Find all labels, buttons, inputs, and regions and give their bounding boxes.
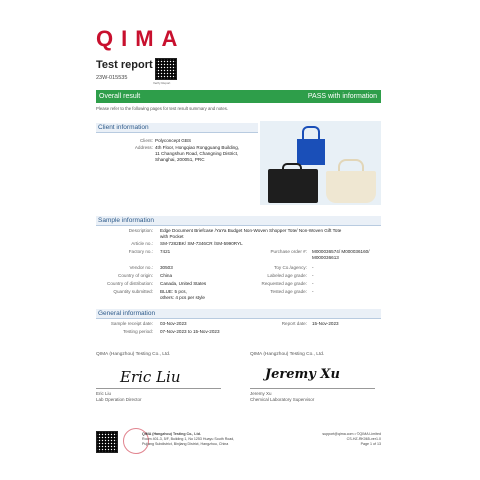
quantity-line: others: 4 pcs per style xyxy=(160,295,205,300)
labeled-age-label: Labeled age grade: xyxy=(267,273,307,278)
right-signer-company: QIMA (Hangzhou) Testing Co., Ltd. xyxy=(250,352,325,357)
qima-logo: QIMA xyxy=(96,26,186,51)
footer-qr-code-icon[interactable] xyxy=(96,431,118,453)
beige-tote-bag xyxy=(326,171,376,203)
testing-period-value: 07-Nov-2023 to 15-Nov-2023 xyxy=(160,329,220,334)
factory-value: 7421 xyxy=(160,249,171,254)
section-general-information: General information xyxy=(96,309,381,319)
overall-note: Please refer to the following pages for test result summary and notes. xyxy=(96,106,229,111)
purchase-order-value xyxy=(312,249,369,261)
black-briefcase xyxy=(268,169,318,203)
report-date-label: Report date: xyxy=(281,321,307,326)
right-signature: Jeremy Xu xyxy=(265,367,340,382)
footer-doc-id: CS-HZ-RK065-ver1.0 xyxy=(346,437,381,441)
description-label: Description: xyxy=(128,228,153,233)
footer-company: QIMA (Hangzhou) Testing Co., Ltd. xyxy=(142,432,201,436)
quantity-line: BLUE: 5 pcs, xyxy=(160,289,187,294)
distribution-value: Canada, United States xyxy=(160,281,207,286)
origin-value: China xyxy=(160,273,173,278)
footer-page-number: Page 1 of 13 xyxy=(360,442,381,446)
quantity-value xyxy=(160,289,205,301)
left-signature: Eric Liu xyxy=(120,368,181,386)
address-value xyxy=(155,145,239,163)
purchase-order-label: Purchase order #: xyxy=(270,249,307,254)
toy-agency-label: Toy Co./agency: xyxy=(274,265,307,270)
description-line: Edge Document Briefcase /YaYa Budget Non-Woven Shopper Tote/ Non-Woven Gift Tote xyxy=(160,228,342,233)
purchase-order-line: M000036574/ M000036160/ xyxy=(312,249,370,254)
client-value: Polyconcept GBS xyxy=(155,138,192,143)
footer-company-block xyxy=(142,432,272,447)
footer-meta-block xyxy=(290,432,381,447)
vendor-label: Vendor no.: xyxy=(129,265,153,270)
tested-age-label: Tested age grade: xyxy=(270,289,307,294)
section-client-information: Client information xyxy=(96,123,258,133)
footer-address-line: Pujiang Subdistrict, Binjiang District, Hangzhou, China xyxy=(142,442,229,446)
article-label: Article no.: xyxy=(131,241,153,246)
address-label: Address: xyxy=(134,145,153,150)
left-signature-line xyxy=(96,388,221,389)
requested-age-label: Requested age grade: xyxy=(261,281,307,286)
address-line: 11 Changshun Road, Changning District, xyxy=(155,151,239,156)
tested-age-value: - xyxy=(312,289,314,294)
article-value: SM-7282BK/ SM-7346CR /SM-5990RYL xyxy=(160,241,243,246)
overall-result-bar xyxy=(96,90,381,103)
vendor-value: 30503 xyxy=(160,265,173,270)
testing-period-label: Testing period: xyxy=(123,329,153,334)
distribution-label: Country of distribution: xyxy=(107,281,153,286)
report-number: 23W-015535 xyxy=(96,75,128,81)
right-signer xyxy=(250,391,314,403)
left-signer-name: Eric Liu xyxy=(96,391,112,396)
right-signature-line xyxy=(250,388,375,389)
left-signer-title: Lab Operation Director xyxy=(96,397,142,402)
product-photo xyxy=(260,121,381,205)
quantity-label: Quantity submitted: xyxy=(113,289,153,294)
client-label: Client: xyxy=(139,138,153,143)
overall-result-value: PASS with information xyxy=(307,93,377,100)
left-signer-company: QIMA (Hangzhou) Testing Co., Ltd. xyxy=(96,352,171,357)
receipt-date-label: Sample receipt date: xyxy=(110,321,153,326)
section-sample-information: Sample information xyxy=(96,216,381,226)
footer-email: support@qima.com • ©QIMA Limited xyxy=(322,432,381,436)
factory-label: Factory no.: xyxy=(128,249,153,254)
description-value xyxy=(160,228,385,240)
description-line: with Pocket xyxy=(160,234,184,239)
requested-age-value: - xyxy=(312,281,314,286)
overall-result-label: Overall result xyxy=(99,93,141,100)
toy-agency-value: - xyxy=(312,265,314,270)
right-signer-title: Chemical Laboratory Supervisor xyxy=(250,397,315,402)
footer-address-line: Room 401-3, 5/F, Building 1, No 1253 Huayu South Road, xyxy=(142,437,235,441)
qr-caption: Verify Report xyxy=(153,81,171,85)
labeled-age-value: - xyxy=(312,273,314,278)
report-title: Test report xyxy=(96,59,153,71)
right-signer-name: Jeremy Xu xyxy=(250,391,272,396)
origin-label: Country of origin: xyxy=(118,273,153,278)
left-signer xyxy=(96,391,142,403)
qr-code-icon[interactable] xyxy=(155,58,177,80)
receipt-date-value: 03-Nov-2023 xyxy=(160,321,187,326)
address-line: 4th Floor, Hongqiao Rongguang Building, xyxy=(155,145,240,150)
address-line: Shanghai, 200051, PRC xyxy=(155,157,205,162)
purchase-order-line: M000036613 xyxy=(312,255,339,260)
report-date-value: 15-Nov-2023 xyxy=(312,321,339,326)
blue-tote-bag xyxy=(297,139,325,165)
